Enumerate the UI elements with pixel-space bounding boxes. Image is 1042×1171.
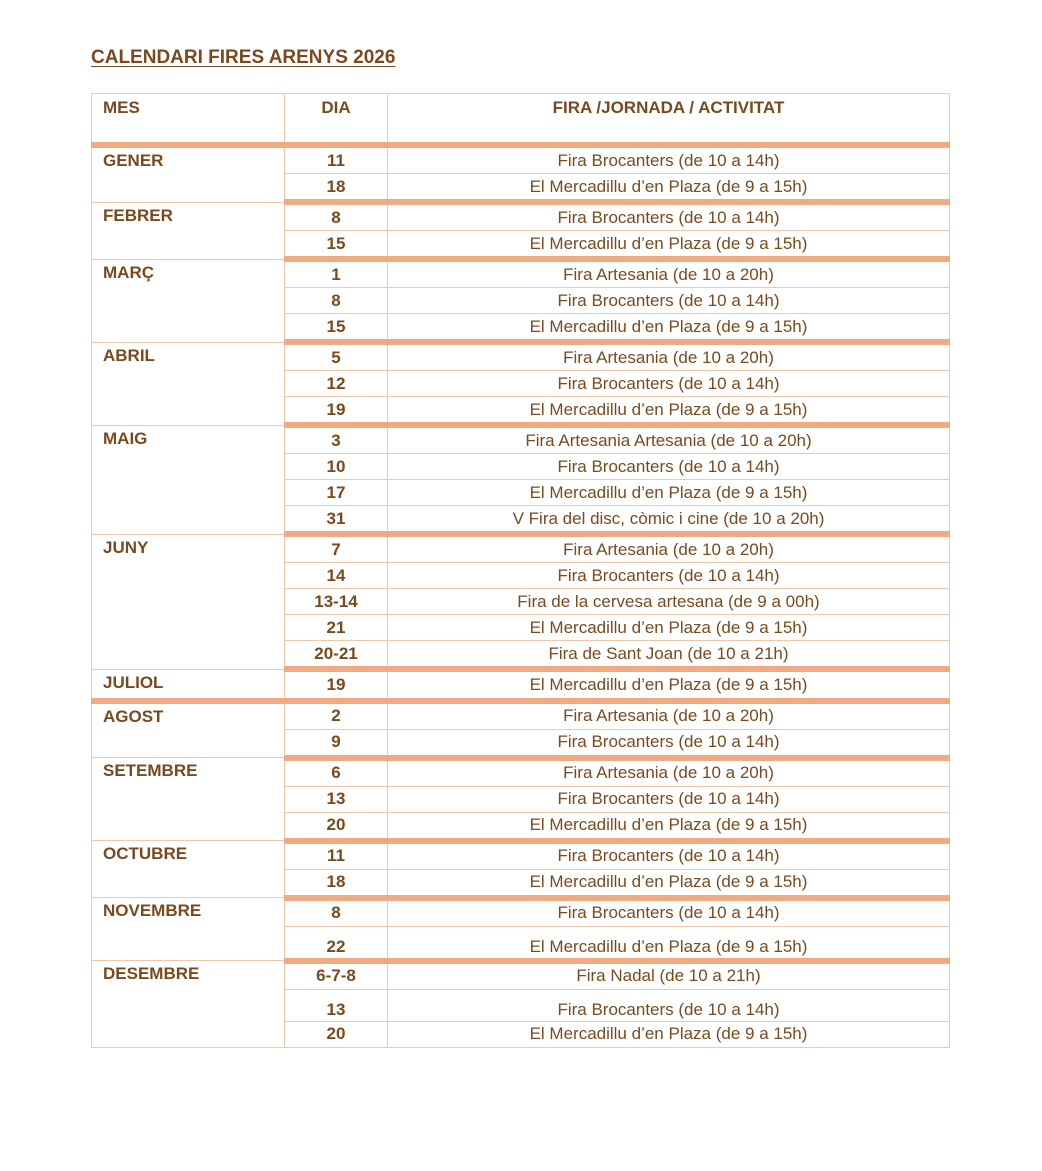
event-day: 20-21 — [285, 641, 388, 670]
month-name: OCTUBRE — [92, 841, 285, 898]
column-header-dia: DIA — [285, 94, 388, 146]
table-row — [92, 534, 950, 563]
event-activity: Fira Nadal (de 10 a 21h) — [388, 961, 950, 990]
event-activity: Fira Brocanters (de 10 a 14h) — [388, 288, 950, 314]
event-day: 19 — [285, 397, 388, 426]
event-day: 8 — [285, 202, 388, 231]
column-header-mes: MES — [92, 94, 285, 146]
event-activity: Fira de Sant Joan (de 10 a 21h) — [388, 641, 950, 670]
month-name: MAIG — [92, 425, 285, 534]
event-activity: El Mercadillu d’en Plaza (de 9 a 15h) — [388, 926, 950, 961]
event-activity: Fira Brocanters (de 10 a 14h) — [388, 145, 950, 174]
month-name: SETEMBRE — [92, 758, 285, 841]
event-activity: El Mercadillu d’en Plaza (de 9 a 15h) — [388, 812, 950, 841]
table-row — [92, 669, 950, 701]
event-activity: Fira Brocanters (de 10 a 14h) — [388, 841, 950, 870]
event-day: 13 — [285, 989, 388, 1021]
event-day: 22 — [285, 926, 388, 961]
month-name: JUNY — [92, 534, 285, 669]
month-name: NOVEMBRE — [92, 898, 285, 961]
month-name: AGOST — [92, 701, 285, 758]
event-day: 8 — [285, 288, 388, 314]
event-day: 15 — [285, 314, 388, 343]
event-day: 11 — [285, 841, 388, 870]
event-activity: El Mercadillu d’en Plaza (de 9 a 15h) — [388, 397, 950, 426]
event-day: 13-14 — [285, 589, 388, 615]
event-day: 15 — [285, 231, 388, 260]
event-activity: Fira Brocanters (de 10 a 14h) — [388, 454, 950, 480]
table-row — [92, 898, 950, 927]
event-activity: El Mercadillu d’en Plaza (de 9 a 15h) — [388, 1021, 950, 1047]
event-activity: Fira Artesania (de 10 a 20h) — [388, 534, 950, 563]
table-row — [92, 841, 950, 870]
event-activity: Fira Brocanters (de 10 a 14h) — [388, 898, 950, 927]
table-header-row — [92, 94, 950, 146]
event-day: 6 — [285, 758, 388, 787]
event-day: 8 — [285, 898, 388, 927]
event-activity: Fira Artesania (de 10 a 20h) — [388, 758, 950, 787]
event-day: 2 — [285, 701, 388, 730]
event-day: 3 — [285, 425, 388, 454]
event-day: 13 — [285, 786, 388, 812]
event-day: 31 — [285, 506, 388, 535]
event-activity: Fira Artesania Artesania (de 10 a 20h) — [388, 425, 950, 454]
page-title: CALENDARI FIRES ARENYS 2026 — [91, 47, 396, 68]
event-activity: El Mercadillu d’en Plaza (de 9 a 15h) — [388, 869, 950, 898]
event-activity: El Mercadillu d’en Plaza (de 9 a 15h) — [388, 480, 950, 506]
event-activity: El Mercadillu d’en Plaza (de 9 a 15h) — [388, 615, 950, 641]
event-activity: V Fira del disc, còmic i cine (de 10 a 20h) — [388, 506, 950, 535]
table-row — [92, 259, 950, 288]
month-name: GENER — [92, 145, 285, 202]
event-activity: El Mercadillu d’en Plaza (de 9 a 15h) — [388, 231, 950, 260]
event-activity: Fira Brocanters (de 10 a 14h) — [388, 729, 950, 758]
event-activity: Fira Artesania (de 10 a 20h) — [388, 701, 950, 730]
column-header-activitat: FIRA /JORNADA / ACTIVITAT — [388, 94, 950, 146]
event-activity: Fira Artesania (de 10 a 20h) — [388, 259, 950, 288]
event-day: 20 — [285, 1021, 388, 1047]
event-day: 7 — [285, 534, 388, 563]
event-activity: Fira Artesania (de 10 a 20h) — [388, 342, 950, 371]
event-day: 10 — [285, 454, 388, 480]
table-row — [92, 961, 950, 990]
event-day: 11 — [285, 145, 388, 174]
month-name: DESEMBRE — [92, 961, 285, 1048]
event-day: 18 — [285, 869, 388, 898]
event-day: 14 — [285, 563, 388, 589]
month-name: FEBRER — [92, 202, 285, 259]
fairs-calendar-table — [91, 93, 950, 1048]
event-day: 17 — [285, 480, 388, 506]
month-name: JULIOL — [92, 669, 285, 701]
event-day: 1 — [285, 259, 388, 288]
event-activity: El Mercadillu d’en Plaza (de 9 a 15h) — [388, 314, 950, 343]
event-day: 9 — [285, 729, 388, 758]
event-activity: Fira de la cervesa artesana (de 9 a 00h) — [388, 589, 950, 615]
calendar-body — [92, 145, 950, 1047]
event-activity: El Mercadillu d’en Plaza (de 9 a 15h) — [388, 174, 950, 203]
event-activity: El Mercadillu d’en Plaza (de 9 a 15h) — [388, 669, 950, 701]
table-row — [92, 145, 950, 174]
event-day: 6-7-8 — [285, 961, 388, 990]
month-name: MARÇ — [92, 259, 285, 342]
event-activity: Fira Brocanters (de 10 a 14h) — [388, 202, 950, 231]
month-name: ABRIL — [92, 342, 285, 425]
event-activity: Fira Brocanters (de 10 a 14h) — [388, 563, 950, 589]
event-activity: Fira Brocanters (de 10 a 14h) — [388, 786, 950, 812]
event-day: 12 — [285, 371, 388, 397]
table-row — [92, 425, 950, 454]
event-activity: Fira Brocanters (de 10 a 14h) — [388, 371, 950, 397]
event-day: 5 — [285, 342, 388, 371]
event-day: 20 — [285, 812, 388, 841]
table-row — [92, 202, 950, 231]
event-day: 18 — [285, 174, 388, 203]
event-day: 19 — [285, 669, 388, 701]
table-row — [92, 758, 950, 787]
table-row — [92, 701, 950, 730]
event-day: 21 — [285, 615, 388, 641]
event-activity: Fira Brocanters (de 10 a 14h) — [388, 989, 950, 1021]
table-row — [92, 342, 950, 371]
